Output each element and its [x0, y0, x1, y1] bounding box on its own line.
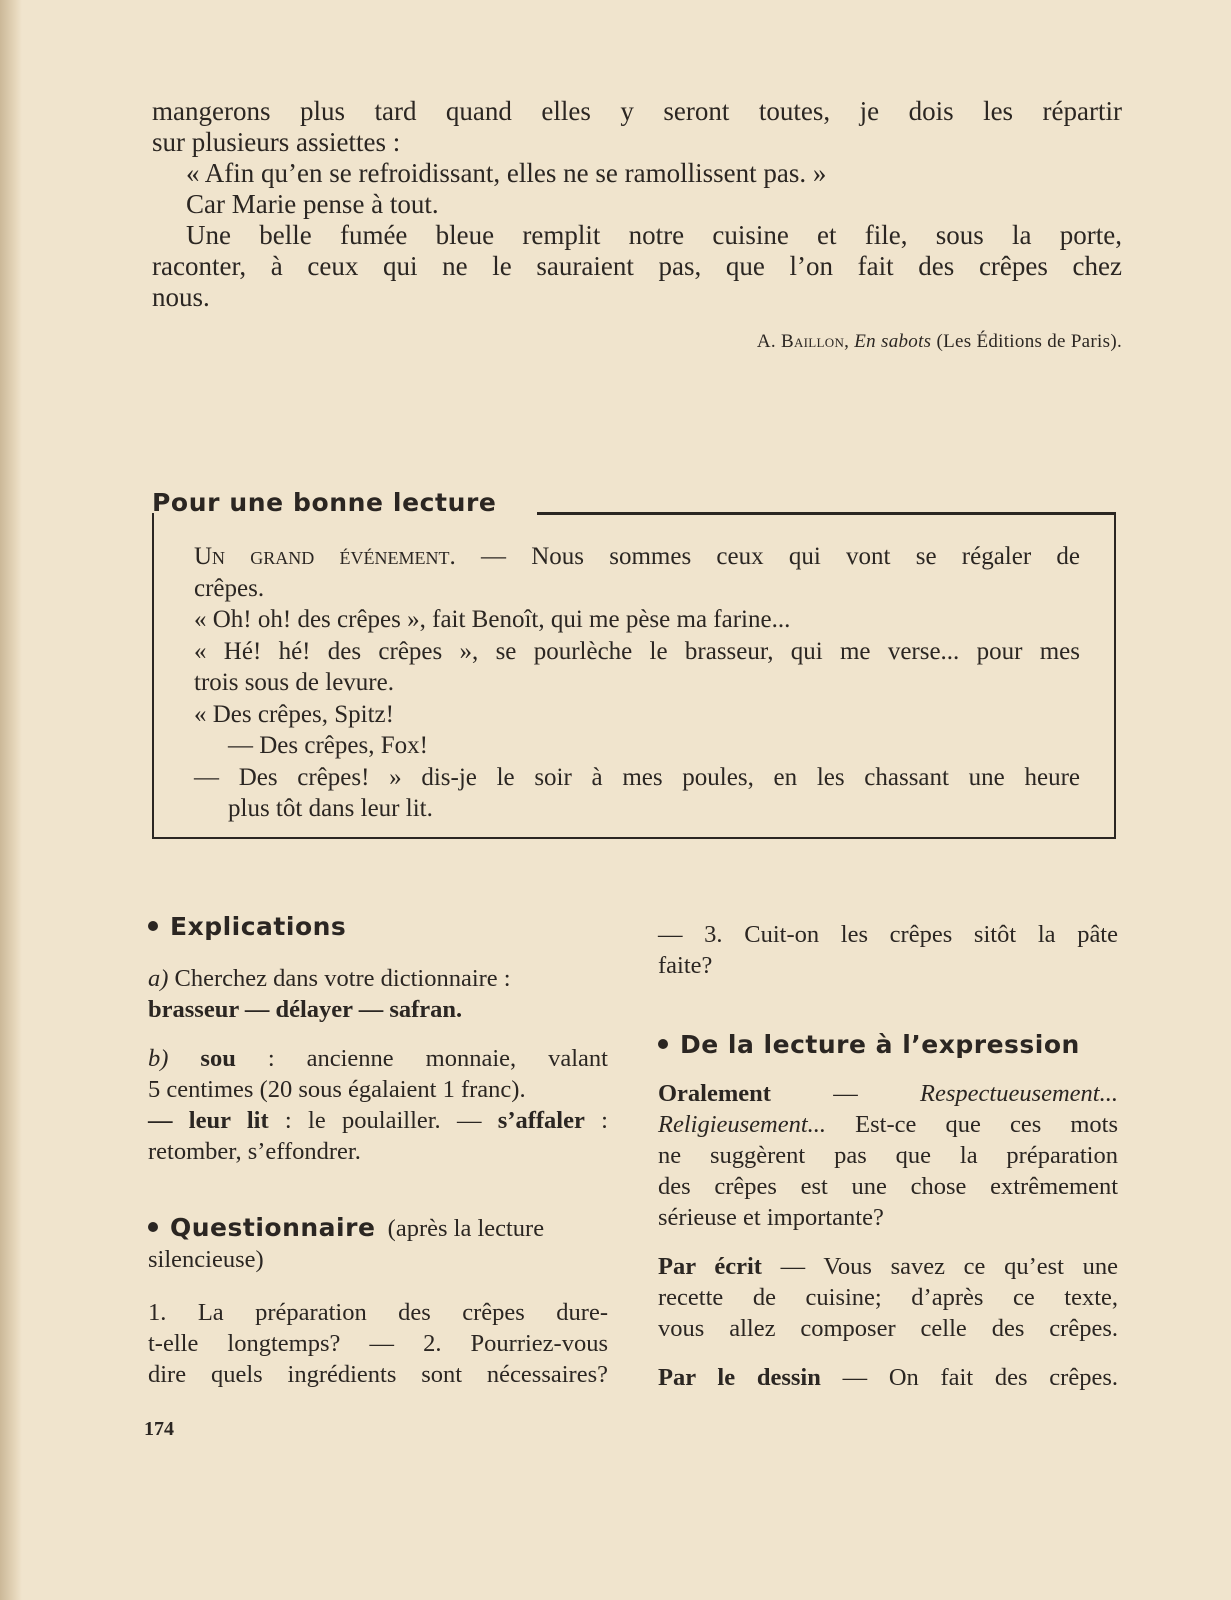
expression-dessin: Par le dessin — On fait des crêpes.: [658, 1364, 1118, 1391]
book-title: En sabots: [854, 331, 932, 352]
lecture-line: crêpes.: [194, 574, 265, 602]
story-line: raconter, à ceux qui ne le sauraient pas, que l’on fait des crêpes chez: [152, 251, 1122, 281]
story-line: nous.: [152, 282, 210, 312]
lecture-line: trois sous de levure.: [194, 669, 394, 696]
lecture-heading: Pour une bonne lecture: [152, 488, 497, 517]
explications-defs: b) sou : ancienne monnaie, valant 5 centimes (20 sous égalaient 1 franc). — leur lit : le poulailler. — s’affaler : retomber, s’effondrer.: [148, 1045, 608, 1165]
questionnaire-text: 1. La préparation des crêpes dure- t-elle longtemps? — 2. Pourriez-vous dire quels ingrédients sont nécessaires?: [148, 1299, 608, 1388]
bullet-icon: [658, 1039, 668, 1049]
page-edge-shadow: [0, 0, 22, 1600]
story-line: « Afin qu’en se refroidissant, elles ne se ramollissent pas. »: [186, 158, 827, 188]
publisher: (Les Éditions de Paris).: [936, 331, 1122, 352]
questionnaire-heading-row: Questionnaire (après la lecture silencieuse): [148, 1213, 545, 1273]
lecture-line: « Des crêpes, Spitz!: [194, 700, 394, 728]
story-line: mangerons plus tard quand elles y seront toutes, je dois les répartir: [152, 96, 1122, 126]
attribution: [500, 331, 1122, 353]
expression-ecrit: Par écrit — Vous savez ce qu’est une recette de cuisine; d’après ce texte, vous allez composer celle des crêpes.: [658, 1253, 1118, 1342]
explications-text: a) Cherchez dans votre dictionnaire : brasseur — délayer — safran.: [148, 965, 511, 1023]
page-number: 174: [144, 1418, 174, 1440]
story-line: Une belle fumée bleue remplit notre cuisine et file, sous la porte,: [186, 220, 1122, 250]
expression-oral: Oralement — Respectueusement... Religieusement... Est-ce que ces mots ne suggèrent pas que la préparation des crêpes est une chose extrêmement sérieuse et importante?: [658, 1080, 1118, 1231]
expression-heading: De la lecture à l’expression: [658, 1030, 1080, 1059]
author-name: A. Baillon,: [756, 331, 850, 352]
explications-heading: Explications: [148, 912, 346, 941]
lecture-line: — Des crêpes, Fox!: [228, 732, 428, 759]
story-text: [152, 96, 1122, 313]
lecture-lead: Un grand événement.: [194, 543, 456, 570]
bullet-icon: [148, 1222, 158, 1232]
story-line: sur plusieurs assiettes :: [152, 127, 401, 157]
lecture-line: Un grand événement. — Nous sommes ceux qui vont se régaler de: [194, 543, 1080, 570]
lecture-line: « Hé! hé! des crêpes », se pourlèche le brasseur, qui me verse... pour mes: [194, 637, 1080, 665]
questionnaire-cont: — 3. Cuit-on les crêpes sitôt la pâte faite?: [658, 921, 1118, 979]
story-line: Car Marie pense à tout.: [186, 189, 439, 219]
lecture-box: [152, 513, 1116, 839]
lecture-line: plus tôt dans leur lit.: [228, 795, 433, 822]
questionnaire-heading: Questionnaire: [148, 1213, 375, 1242]
lecture-line: — Des crêpes! » dis-je le soir à mes poules, en les chassant une heure: [194, 763, 1080, 791]
bullet-icon: [148, 921, 158, 931]
lecture-line: « Oh! oh! des crêpes », fait Benoît, qui me pèse ma farine...: [194, 606, 791, 633]
